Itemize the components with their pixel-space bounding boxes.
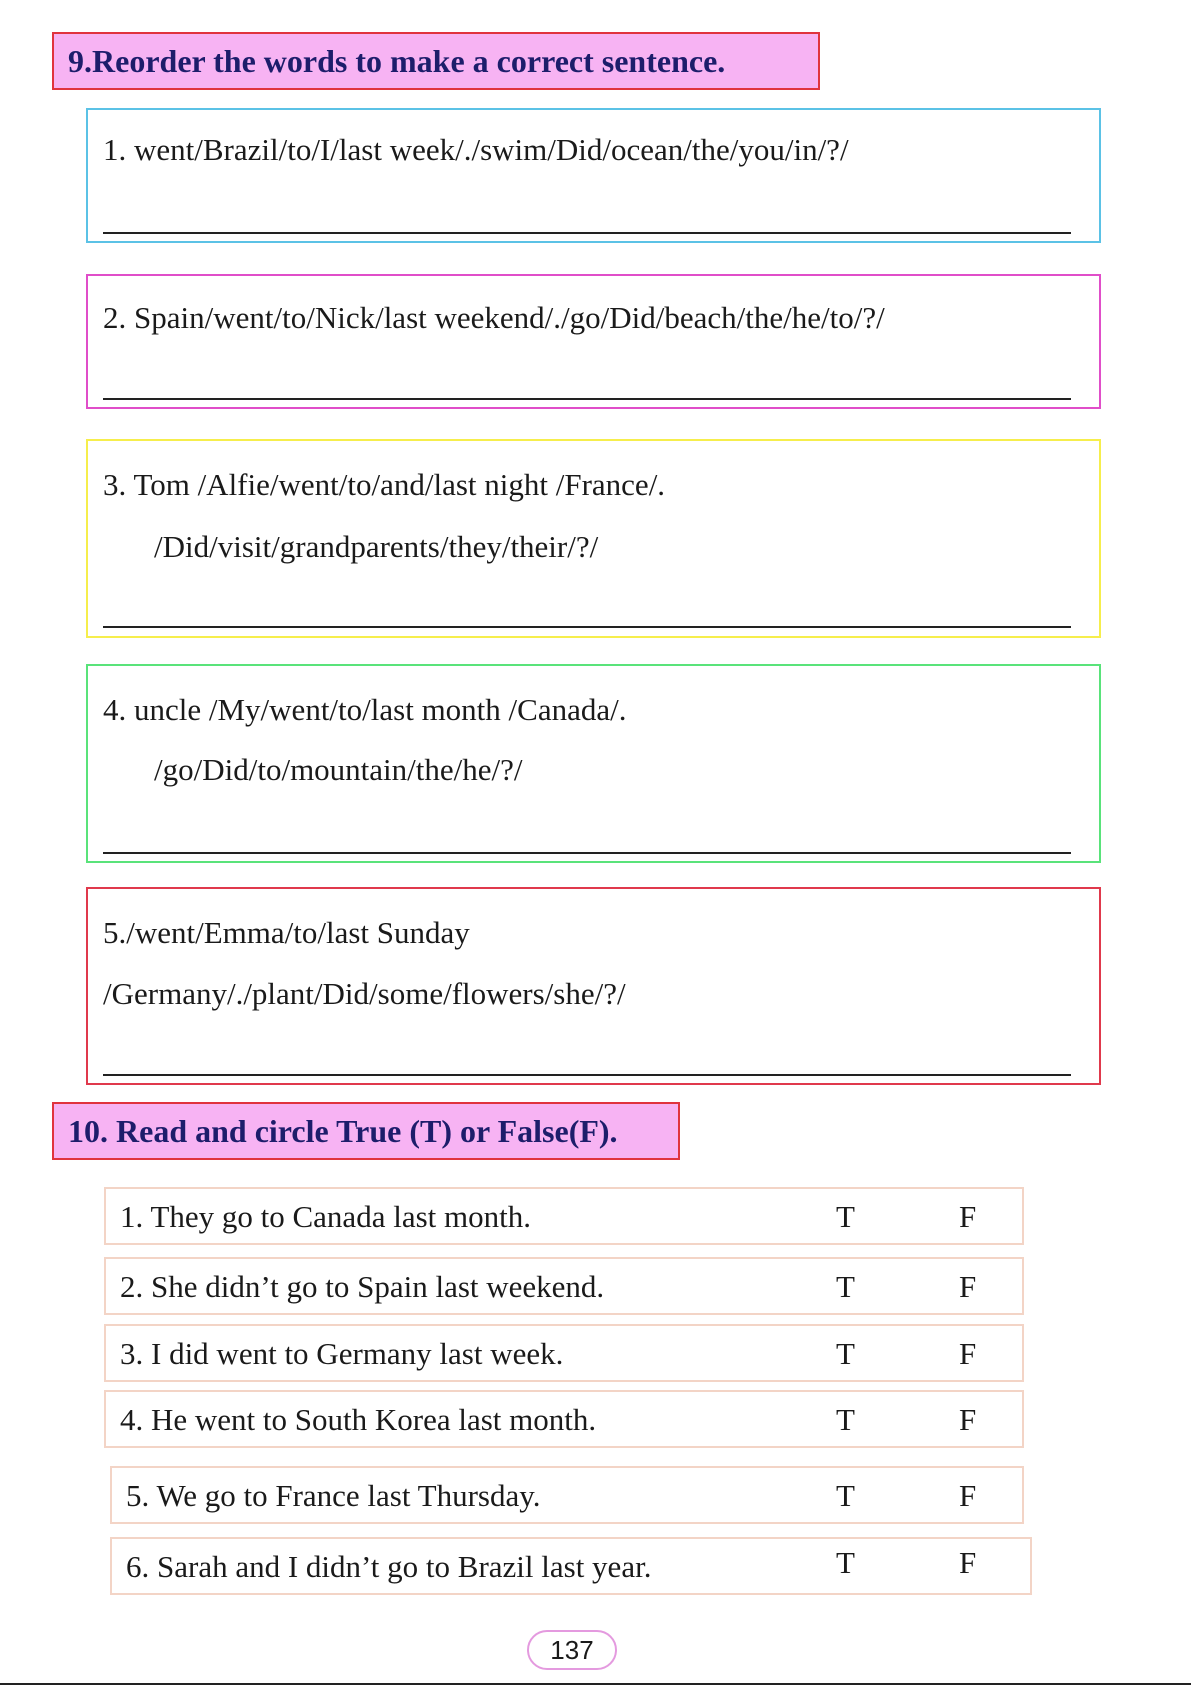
question-box-4 xyxy=(86,664,1101,863)
tf-statement-6: 6. Sarah and I didn’t go to Brazil last year. xyxy=(126,1549,652,1584)
tf-statement-5: 5. We go to France last Thursday. xyxy=(126,1478,541,1513)
section-9-title-text: 9.Reorder the words to make a correct sentence. xyxy=(68,43,726,79)
tf-false-option-4[interactable]: F xyxy=(959,1402,977,1437)
question-1-text: 1. went/Brazil/to/I/last week/./swim/Did/ocean/the/you/in/?/ xyxy=(103,132,849,167)
tf-row-3 xyxy=(104,1324,1024,1382)
tf-row-6 xyxy=(110,1537,1032,1595)
question-box-2 xyxy=(86,274,1101,409)
tf-true-option-6[interactable]: T xyxy=(836,1545,855,1580)
question-3-text-line-2: /Did/visit/grandparents/they/their/?/ xyxy=(154,529,599,564)
answer-line-3[interactable] xyxy=(103,626,1071,628)
tf-false-option-6[interactable]: F xyxy=(959,1545,977,1580)
page-number xyxy=(527,1630,617,1670)
answer-line-5[interactable] xyxy=(103,1074,1071,1076)
tf-false-option-1[interactable]: F xyxy=(959,1199,977,1234)
section-10-title-text: 10. Read and circle True (T) or False(F). xyxy=(68,1113,618,1149)
question-5-text-line-2: /Germany/./plant/Did/some/flowers/she/?/ xyxy=(103,976,626,1011)
tf-row-5 xyxy=(110,1466,1024,1524)
answer-line-1[interactable] xyxy=(103,232,1071,234)
question-5-text-line-1: 5./went/Emma/to/last Sunday xyxy=(103,915,470,950)
tf-true-option-2[interactable]: T xyxy=(836,1269,855,1304)
tf-statement-3: 3. I did went to Germany last week. xyxy=(120,1336,564,1371)
tf-false-option-2[interactable]: F xyxy=(959,1269,977,1304)
section-10-title xyxy=(52,1102,680,1160)
question-box-5 xyxy=(86,887,1101,1085)
question-4-text-line-2: /go/Did/to/mountain/the/he/?/ xyxy=(154,752,523,787)
tf-statement-1: 1. They go to Canada last month. xyxy=(120,1199,531,1234)
tf-false-option-5[interactable]: F xyxy=(959,1478,977,1513)
tf-true-option-5[interactable]: T xyxy=(836,1478,855,1513)
question-4-text-line-1: 4. uncle /My/went/to/last month /Canada/. xyxy=(103,692,627,727)
question-box-3 xyxy=(86,439,1101,638)
tf-row-2 xyxy=(104,1257,1024,1315)
section-9-title xyxy=(52,32,820,90)
tf-statement-4: 4. He went to South Korea last month. xyxy=(120,1402,597,1437)
answer-line-2[interactable] xyxy=(103,398,1071,400)
question-2-text: 2. Spain/went/to/Nick/last weekend/./go/Did/beach/the/he/to/?/ xyxy=(103,300,885,335)
tf-row-4 xyxy=(104,1390,1024,1448)
tf-statement-2: 2. She didn’t go to Spain last weekend. xyxy=(120,1269,605,1304)
question-box-1 xyxy=(86,108,1101,243)
question-3-text-line-1: 3. Tom /Alfie/went/to/and/last night /France/. xyxy=(103,467,666,502)
tf-row-1 xyxy=(104,1187,1024,1245)
tf-false-option-3[interactable]: F xyxy=(959,1336,977,1371)
tf-true-option-4[interactable]: T xyxy=(836,1402,855,1437)
tf-true-option-1[interactable]: T xyxy=(836,1199,855,1234)
tf-true-option-3[interactable]: T xyxy=(836,1336,855,1371)
answer-line-4[interactable] xyxy=(103,852,1071,854)
page-number-text: 137 xyxy=(550,1634,594,1665)
